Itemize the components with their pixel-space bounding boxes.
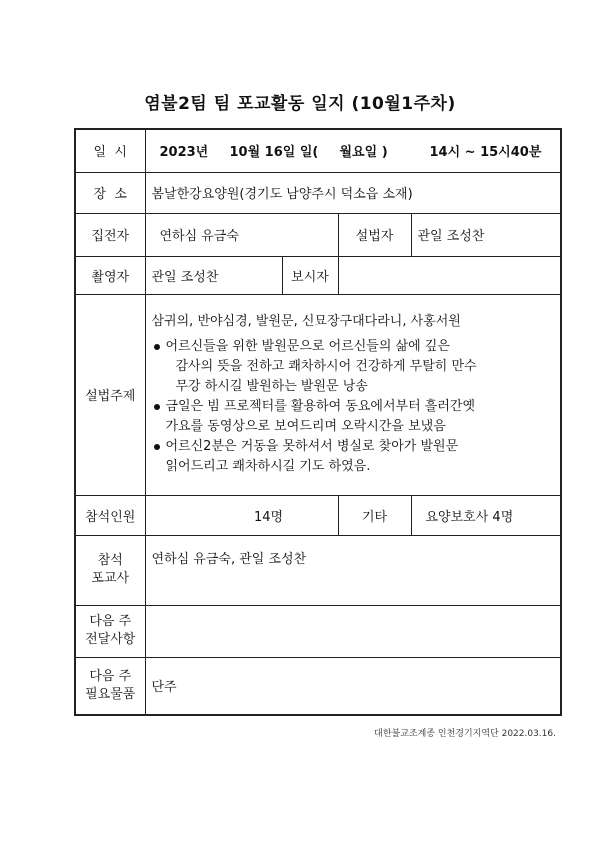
topic-content <box>145 294 561 495</box>
date-time: 14시 ~ 15시40분 <box>429 145 542 161</box>
place-value: 봄날한강요양원(경기도 남양주시 덕소읍 소재) <box>145 172 561 213</box>
next-notes-value <box>145 605 561 657</box>
row-next-supplies <box>75 657 561 715</box>
missionaries-value: 연하심 유금숙, 관일 조성찬 <box>145 535 561 605</box>
attendees-label: 참석인원 <box>75 495 145 535</box>
date-year: 2023년 <box>159 145 209 161</box>
date-value <box>145 129 561 172</box>
topic-bullet-3: 어르신2분은 거동을 못하셔서 병실로 찾아가 발원문 읽어드리고 쾌차하시길 기도 하였음. <box>152 437 555 477</box>
photographer-label: 촬영자 <box>75 256 145 294</box>
row-place <box>75 172 561 213</box>
page-title: 염불2팀 팀 포교활동 일지 (10월1주차) <box>144 94 456 114</box>
next-supplies-value: 단주 <box>145 657 561 715</box>
topic-subjects: 삼귀의, 반야심경, 발원문, 신묘장구대다라니, 사홍서원 <box>151 314 461 329</box>
date-weekday: 월요일 ) <box>339 145 388 161</box>
topic-label: 설법주제 <box>75 294 145 495</box>
speaker-label: 설법자 <box>338 213 411 256</box>
row-missionaries <box>75 535 561 605</box>
etc-value: 요양보호사 4명 <box>411 495 561 535</box>
row-officiant <box>75 213 561 256</box>
row-next-notes <box>75 605 561 657</box>
missionaries-label: 참석 포교사 <box>75 535 145 605</box>
assistant-value <box>338 256 561 294</box>
activity-log-table <box>74 128 562 716</box>
attendees-value: 14명 <box>145 495 338 535</box>
next-supplies-label: 다음 주 필요물품 <box>75 657 145 715</box>
row-date <box>75 129 561 172</box>
footer-note: 대한불교조계종 인천경기지역단 2022.03.16. <box>374 729 556 739</box>
row-topic <box>75 294 561 495</box>
next-notes-label: 다음 주 전달사항 <box>75 605 145 657</box>
topic-bullet-2: 금일은 빔 프로젝터를 활용하여 동요에서부터 흘러간옛 가요를 동영상으로 보여드리며 오락시간을 보냈음 <box>152 397 555 437</box>
etc-label: 기타 <box>338 495 411 535</box>
officiant-value: 연하심 유금숙 <box>145 213 338 256</box>
date-month-day: 10월 16일 일( <box>229 145 319 161</box>
officiant-label: 집전자 <box>75 213 145 256</box>
assistant-label: 보시자 <box>282 256 338 294</box>
speaker-value: 관일 조성찬 <box>411 213 561 256</box>
date-label: 일 시 <box>75 129 145 172</box>
photographer-value: 관일 조성찬 <box>145 256 282 294</box>
place-label: 장 소 <box>75 172 145 213</box>
topic-bullet-1: 어르신들을 위한 발원문으로 어르신들의 삶에 깊은 감사의 뜻을 전하고 쾌차하시어 건강하게 무탈히 만수 무강 하시길 발원하는 발원문 낭송 <box>152 337 555 397</box>
row-photographer <box>75 256 561 294</box>
row-attendees <box>75 495 561 535</box>
